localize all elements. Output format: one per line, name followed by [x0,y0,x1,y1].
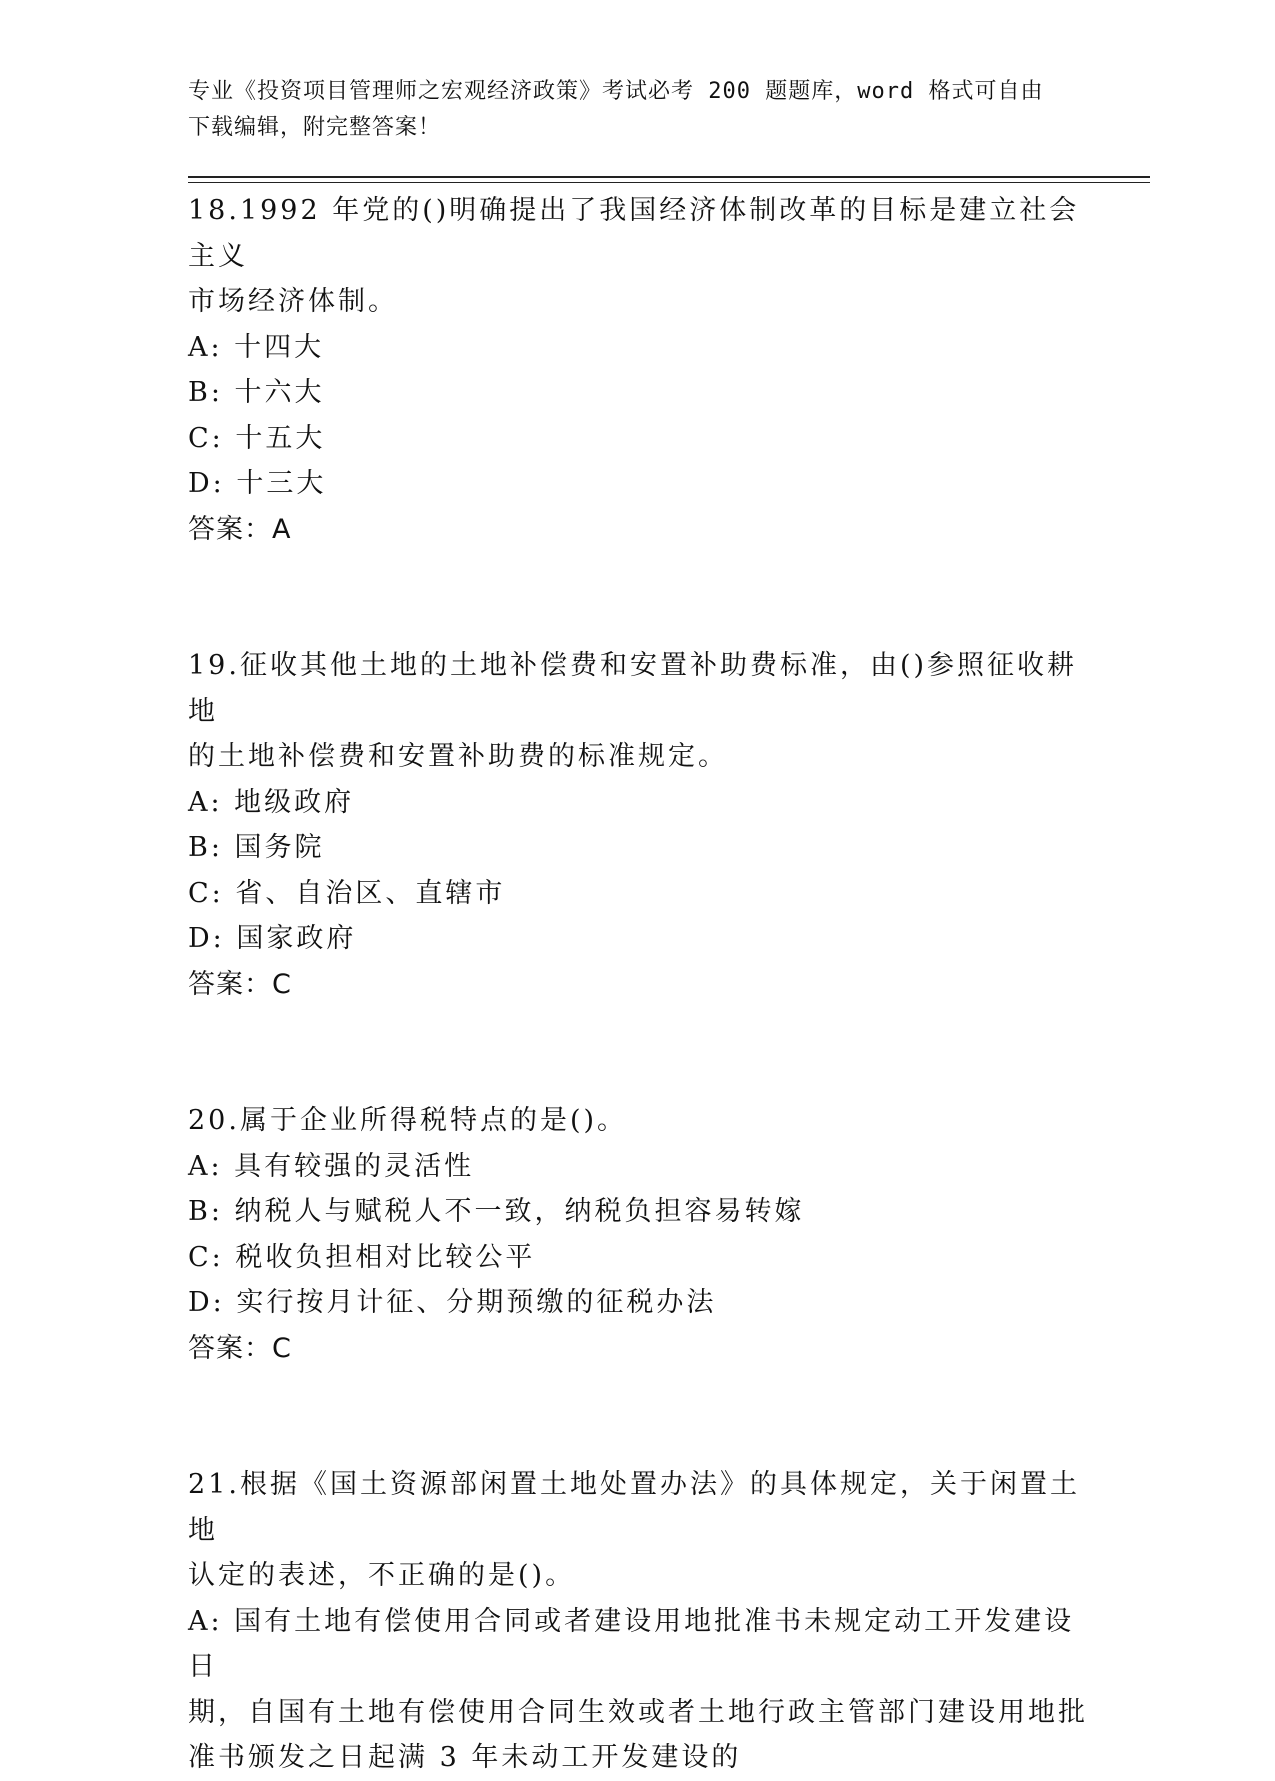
question-stem-line: 认定的表述，不正确的是()。 [188,1560,576,1591]
question-stem-line: 20.属于企业所得税特点的是()。 [188,1105,628,1136]
question-list [188,188,1088,1781]
option-a: A: 十四大 [188,331,325,363]
option-c: C: 税收负担相对比较公平 [188,1241,536,1273]
answer-line: 答案：A [188,513,292,545]
question-18 [188,188,1088,552]
header-line-1: 专业《投资项目管理师之宏观经济政策》考试必考 200 题题库，word 格式可自由 [188,79,1044,104]
question-19 [188,643,1088,1007]
option-b: B: 十六大 [188,377,325,408]
header-divider-thin [188,182,1150,183]
header-divider-thick [188,176,1150,178]
question-stem-line: 市场经济体制。 [188,286,398,317]
question-21 [188,1462,1088,1781]
question-stem-line: 18.1992 年党的()明确提出了我国经济体制改革的目标是建立社会主义 [188,195,1080,272]
option-b: B: 纳税人与赋税人不一致，纳税负担容易转嫁 [188,1196,805,1227]
answer-line: 答案：C [188,1332,292,1364]
option-d: D: 实行按月计征、分期预缴的征税办法 [188,1287,717,1318]
question-spacer [188,1371,1088,1462]
question-spacer [188,1007,1088,1098]
option-b: B: 国务院 [188,832,325,863]
option-a: A: 地级政府 [188,786,355,818]
option-c: C: 十五大 [188,422,326,454]
option-d: D: 十三大 [188,468,327,499]
option-a: A: 具有较强的灵活性 [188,1150,475,1182]
option-a-line: 期，自国有土地有偿使用合同生效或者土地行政主管部门建设用地批 [188,1696,1088,1728]
question-spacer [188,552,1088,643]
option-a-line: 准书颁发之日起满 3 年未动工开发建设的 [188,1742,742,1773]
option-c: C: 省、自治区、直辖市 [188,877,506,909]
question-stem-line: 21.根据《国土资源部闲置土地处置办法》的具体规定，关于闲置土地 [188,1469,1080,1546]
option-d: D: 国家政府 [188,923,357,954]
document-header [188,74,1088,146]
answer-line: 答案：C [188,968,292,1000]
option-a-line: A: 国有土地有偿使用合同或者建设用地批准书未规定动工开发建设日 [188,1605,1075,1682]
question-stem-line: 19.征收其他土地的土地补偿费和安置补助费标准，由()参照征收耕地 [188,650,1078,727]
question-stem-line: 的土地补偿费和安置补助费的标准规定。 [188,741,728,772]
header-line-2: 下载编辑，附完整答案！ [188,115,442,140]
question-20 [188,1098,1088,1371]
